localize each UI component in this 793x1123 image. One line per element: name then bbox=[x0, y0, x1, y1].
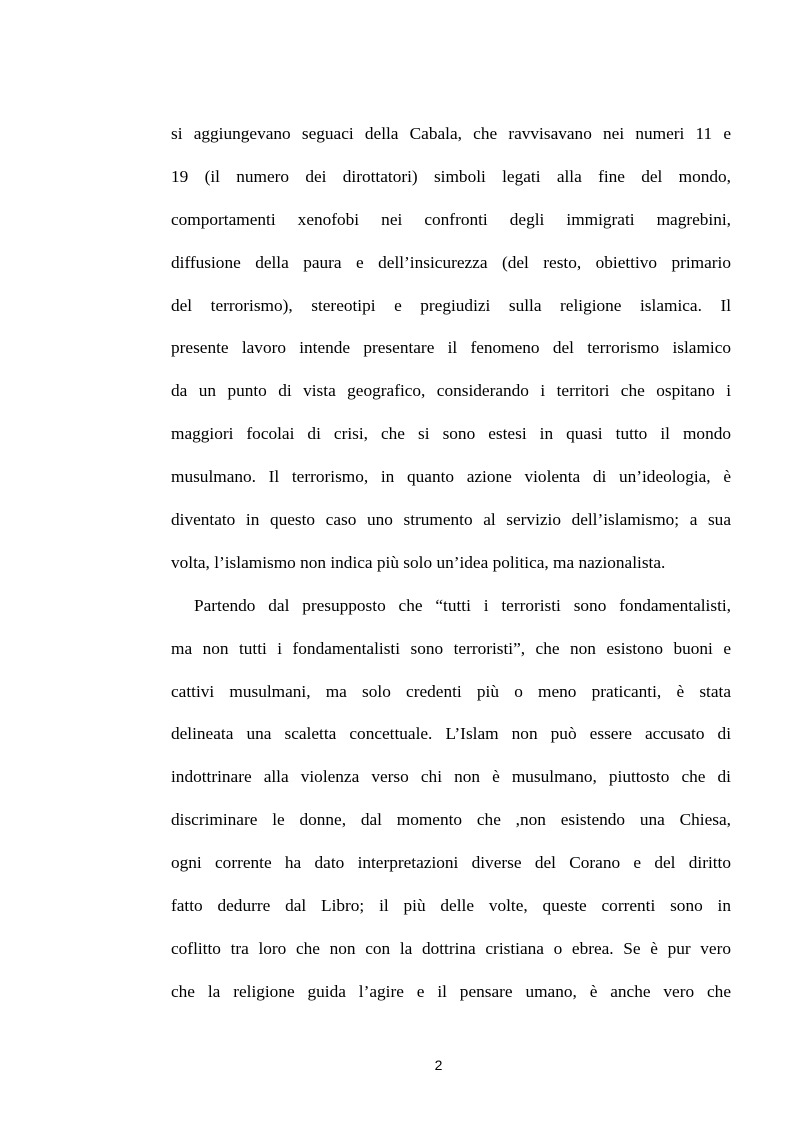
body-text bbox=[171, 113, 731, 1014]
text-line: presente lavoro intende presentare il fenomeno del terrorismo islamico bbox=[171, 338, 731, 358]
text-line: diventato in questo caso uno strumento al servizio dell’islamismo; a sua bbox=[171, 510, 731, 530]
text-line: che la religione guida l’agire e il pensare umano, è anche vero che bbox=[171, 981, 731, 1001]
text-line: 19 (il numero dei dirottatori) simboli legati alla fine del mondo, bbox=[171, 166, 731, 186]
text-line: fatto dedurre dal Libro; il più delle volte, queste correnti sono in bbox=[171, 896, 731, 916]
text-line: discriminare le donne, dal momento che ,non esistendo una Chiesa, bbox=[171, 810, 731, 830]
text-line: indottrinare alla violenza verso chi non è musulmano, piuttosto che di bbox=[171, 767, 731, 787]
text-line: da un punto di vista geografico, considerando i territori che ospitano i bbox=[171, 381, 731, 401]
text-line: diffusione della paura e dell’insicurezza (del resto, obiettivo primario bbox=[171, 252, 731, 272]
text-line: ma non tutti i fondamentalisti sono terroristi”, che non esistono buoni e bbox=[171, 638, 731, 658]
text-line: comportamenti xenofobi nei confronti degli immigrati magrebini, bbox=[171, 209, 731, 229]
text-line: delineata una scaletta concettuale. L’Islam non può essere accusato di bbox=[171, 724, 731, 744]
text-line: coflitto tra loro che non con la dottrina cristiana o ebrea. Se è pur vero bbox=[171, 938, 731, 958]
text-line: Partendo dal presupposto che “tutti i terroristi sono fondamentalisti, bbox=[194, 595, 731, 615]
text-line: del terrorismo), stereotipi e pregiudizi sulla religione islamica. Il bbox=[171, 295, 731, 315]
text-line: musulmano. Il terrorismo, in quanto azione violenta di un’ideologia, è bbox=[171, 467, 731, 487]
text-line: ogni corrente ha dato interpretazioni diverse del Corano e del diritto bbox=[171, 853, 731, 873]
text-line: si aggiungevano seguaci della Cabala, che ravvisavano nei numeri 11 e bbox=[171, 124, 731, 143]
text-line: volta, l’islamismo non indica più solo un’idea politica, ma nazionalista. bbox=[171, 552, 666, 572]
text-line: maggiori focolai di crisi, che si sono estesi in quasi tutto il mondo bbox=[171, 424, 731, 444]
text-line: cattivi musulmani, ma solo credenti più o meno praticanti, è stata bbox=[171, 681, 731, 701]
page-number: 2 bbox=[434, 1057, 443, 1073]
